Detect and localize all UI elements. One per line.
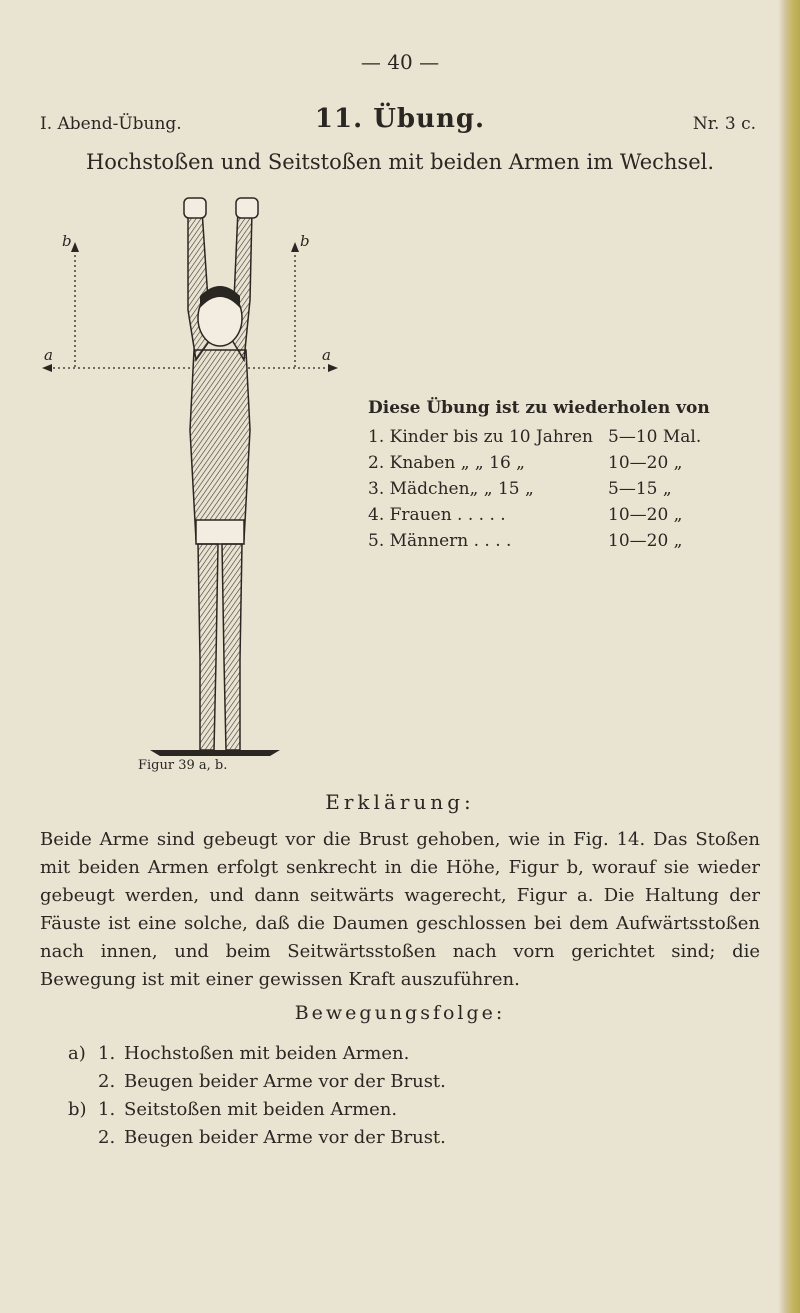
table-row	[368, 450, 778, 476]
figure-label-a-right: a	[322, 346, 331, 364]
step-group: a)	[68, 1043, 86, 1064]
gymnast-illustration	[40, 190, 340, 760]
step-group	[68, 1068, 98, 1096]
running-header-right: Nr. 3 c.	[692, 114, 756, 134]
row-label: 3. Mädchen„ „ 15 „	[368, 479, 534, 499]
figure-caption: Figur 39 a, b.	[138, 758, 228, 773]
exercise-subtitle: Hochstoßen und Seitstoßen mit beiden Armen im Wechsel.	[85, 150, 715, 174]
row-value: 10—20 „	[608, 531, 683, 551]
book-spine-edge	[778, 0, 800, 1313]
exercise-title: 11. Übung.	[314, 104, 486, 134]
list-item	[68, 1124, 446, 1152]
step-number: 2.	[98, 1127, 116, 1148]
row-value: 5—15 „	[608, 479, 672, 499]
step-text: Seitstoßen mit beiden Armen.	[124, 1099, 398, 1120]
list-item	[68, 1068, 446, 1096]
page-number: — 40 —	[360, 50, 440, 74]
row-value: 10—20 „	[608, 505, 683, 525]
explanation-heading: Erklärung:	[325, 790, 475, 814]
step-group: b)	[68, 1099, 87, 1120]
figure-label-b-right: b	[300, 232, 310, 250]
row-label: 5. Männern . . . .	[368, 531, 512, 551]
row-value: 10—20 „	[608, 453, 683, 473]
table-row	[368, 502, 778, 528]
repetition-table	[368, 398, 778, 554]
row-label: 2. Knaben „ „ 16 „	[368, 453, 525, 473]
sequence-heading: Bewegungsfolge:	[294, 1002, 506, 1024]
exercise-figure	[40, 190, 340, 760]
step-text: Hochstoßen mit beiden Armen.	[124, 1043, 410, 1064]
table-row	[368, 424, 778, 450]
step-group	[68, 1124, 98, 1152]
figure-label-b-left: b	[62, 232, 72, 250]
step-number: 1.	[98, 1043, 116, 1064]
row-value: 5—10 Mal.	[608, 427, 702, 447]
row-label: 1. Kinder bis zu 10 Jahren	[368, 427, 594, 447]
explanation-text: Beide Arme sind gebeugt vor die Brust gehoben, wie in Fig. 14. Das Stoßen mit beiden Armen erfolgt senkrecht in die Höhe, Figur b, worauf sie wieder gebeugt werden, und dann seitwärts wagerecht, Figur a. Die Haltung der Fäuste ist eine solche, daß die Daumen geschlossen bei dem Aufwärtsstoßen nach innen, und beim Seitwärtsstoßen nach vorn gerichtet sind; die Bewegung ist mit einer gewissen Kraft auszuführen.	[40, 829, 760, 990]
step-text: Beugen beider Arme vor der Brust.	[124, 1071, 446, 1092]
step-number: 1.	[98, 1099, 116, 1120]
table-row	[368, 528, 778, 554]
figure-label-a-left: a	[44, 346, 53, 364]
running-header-left: I. Abend-Übung.	[40, 114, 182, 134]
step-number: 2.	[98, 1071, 116, 1092]
step-text: Beugen beider Arme vor der Brust.	[124, 1127, 446, 1148]
list-item	[68, 1040, 446, 1068]
repetition-table-title: Diese Übung ist zu wiederholen von	[368, 398, 710, 418]
row-label: 4. Frauen . . . . .	[368, 505, 506, 525]
table-row	[368, 476, 778, 502]
sequence-list	[68, 1040, 446, 1152]
list-item	[68, 1096, 446, 1124]
